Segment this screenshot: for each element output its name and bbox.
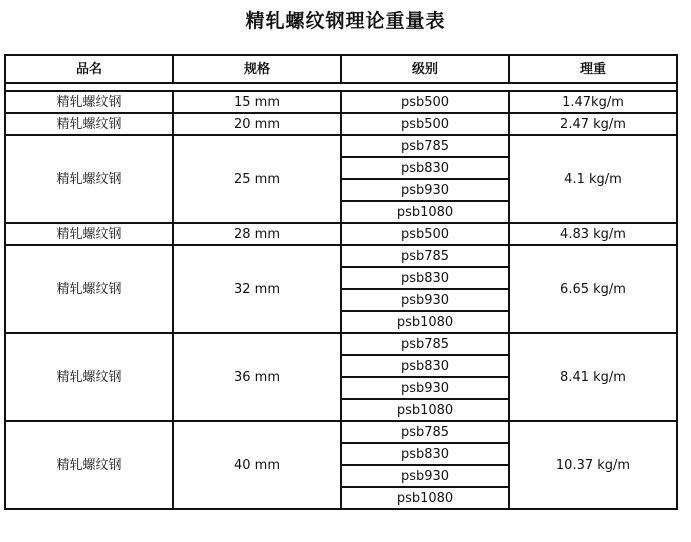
product-name-cell: 精轧螺纹钢 — [5, 421, 173, 509]
grade-cell: psb1080 — [341, 487, 509, 509]
spec-cell: 15 mm — [173, 91, 341, 113]
grade-cell: psb500 — [341, 223, 509, 245]
header-separator — [5, 83, 677, 91]
product-name-cell: 精轧螺纹钢 — [5, 113, 173, 135]
weight-cell: 10.37 kg/m — [509, 421, 677, 509]
product-name-cell: 精轧螺纹钢 — [5, 91, 173, 113]
table-row — [5, 113, 677, 135]
column-header-name: 品名 — [5, 55, 173, 83]
column-header-spec: 规格 — [173, 55, 341, 83]
product-name-cell: 精轧螺纹钢 — [5, 223, 173, 245]
weight-cell: 4.83 kg/m — [509, 223, 677, 245]
grade-cell: psb500 — [341, 91, 509, 113]
grade-cell: psb830 — [341, 157, 509, 179]
grade-cell: psb930 — [341, 377, 509, 399]
spec-cell: 36 mm — [173, 333, 341, 421]
table-header-row — [5, 55, 677, 83]
grade-cell: psb500 — [341, 113, 509, 135]
product-name-cell: 精轧螺纹钢 — [5, 245, 173, 333]
table-row — [5, 91, 677, 113]
grade-cell: psb785 — [341, 245, 509, 267]
grade-cell: psb830 — [341, 443, 509, 465]
weight-cell: 1.47kg/m — [509, 91, 677, 113]
weight-table — [4, 54, 678, 510]
grade-cell: psb785 — [341, 135, 509, 157]
weight-cell: 8.41 kg/m — [509, 333, 677, 421]
spec-cell: 40 mm — [173, 421, 341, 509]
column-header-grade: 级别 — [341, 55, 509, 83]
grade-cell: psb830 — [341, 267, 509, 289]
grade-cell: psb830 — [341, 355, 509, 377]
table-row — [5, 333, 677, 355]
table-row — [5, 135, 677, 157]
table-row — [5, 223, 677, 245]
table-row — [5, 245, 677, 267]
grade-cell: psb785 — [341, 421, 509, 443]
weight-cell: 6.65 kg/m — [509, 245, 677, 333]
page-title: 精轧螺纹钢理论重量表 — [245, 10, 446, 32]
spec-cell: 28 mm — [173, 223, 341, 245]
grade-cell: psb785 — [341, 333, 509, 355]
grade-cell: psb1080 — [341, 201, 509, 223]
spec-cell: 32 mm — [173, 245, 341, 333]
grade-cell: psb930 — [341, 289, 509, 311]
weight-cell: 4.1 kg/m — [509, 135, 677, 223]
column-header-weight: 理重 — [509, 55, 677, 83]
table-row — [5, 421, 677, 443]
spec-cell: 20 mm — [173, 113, 341, 135]
grade-cell: psb1080 — [341, 311, 509, 333]
product-name-cell: 精轧螺纹钢 — [5, 333, 173, 421]
spec-cell: 25 mm — [173, 135, 341, 223]
grade-cell: psb930 — [341, 179, 509, 201]
grade-cell: psb930 — [341, 465, 509, 487]
product-name-cell: 精轧螺纹钢 — [5, 135, 173, 223]
grade-cell: psb1080 — [341, 399, 509, 421]
weight-cell: 2.47 kg/m — [509, 113, 677, 135]
